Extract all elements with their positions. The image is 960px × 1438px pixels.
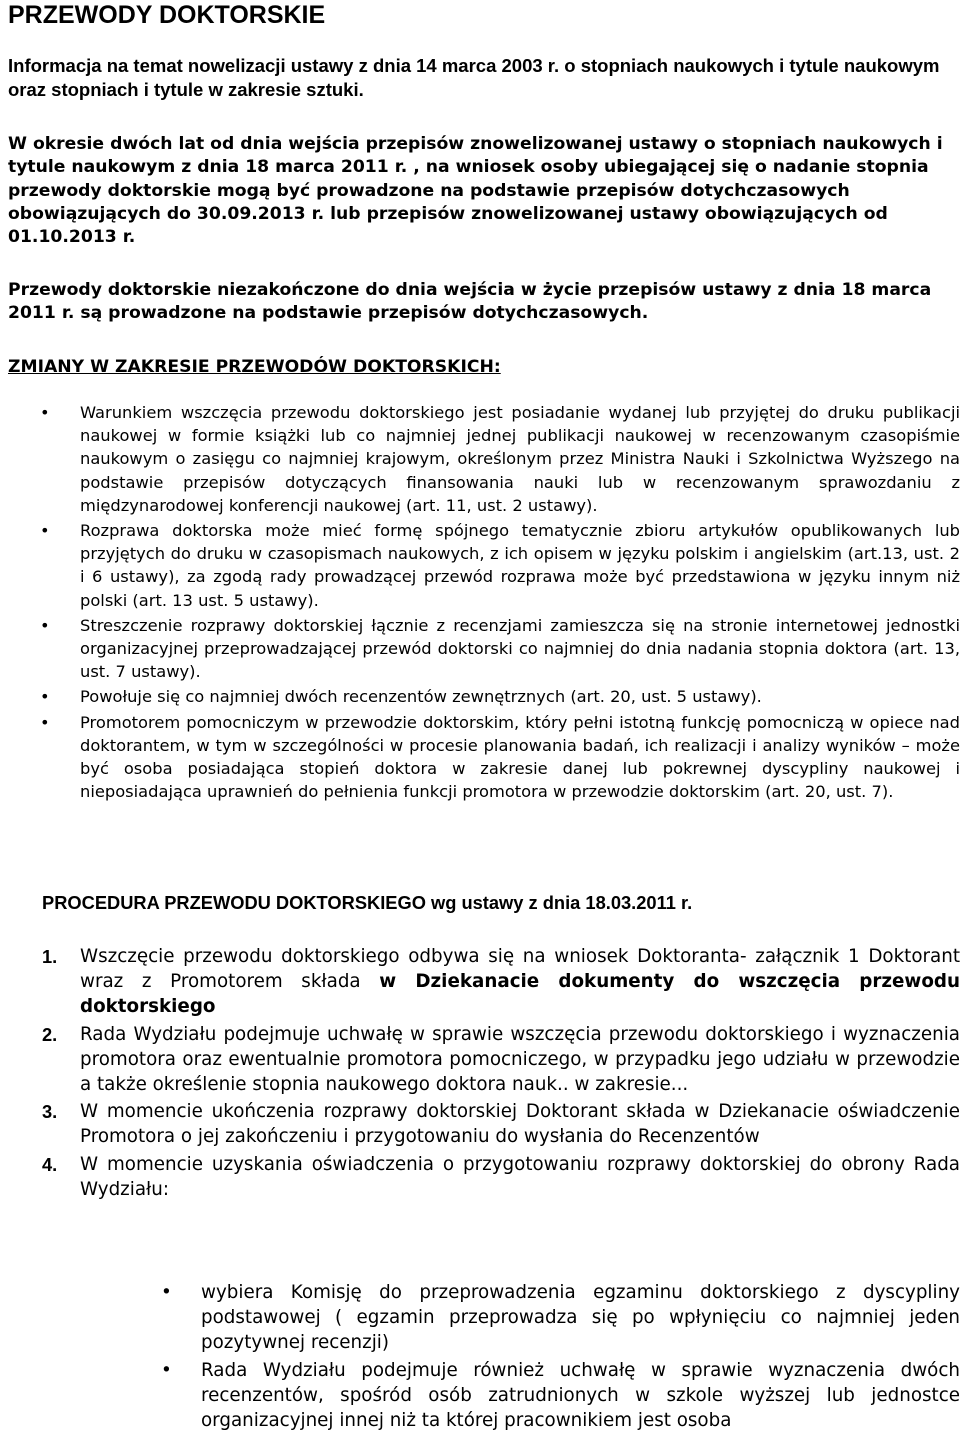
procedure-steps [0,944,960,1204]
step-text: W momencie ukończenia rozprawy doktorskiej Doktorant składa w Dziekanacie oświadczenie Promotora o jej zakończeniu i przygotowaniu do wysłania do Recenzentów [80,1101,960,1148]
list-item [0,614,960,684]
list-item-text: Powołuje się co najmniej dwóch recenzentów zewnętrznych (art. 20, ust. 5 ustawy). [80,687,762,707]
step-text-bold: w Dziekanacie dokumenty do wszczęcia przewodu doktorskiego [80,971,960,1018]
changes-list [0,401,960,805]
procedure-step [0,1099,960,1149]
list-item-text: Warunkiem wszczęcia przewodu doktorskiego jest posiadanie wydanej lub przyjętej do druku publikacji naukowej w formie książki lub co najmniej jednej publikacji naukowej w recenzowanym czasopiśmie naukowym o zasięgu co najmniej krajowym, określonym przez Ministra Nauki i Szkolnictwa Wyższego na podstawie przepisów dotyczących finansowania nauki lub w recenzowanym sprawozdaniu z międzynarodowej konferencji naukowej (art. 11, ust. 2 ustawy). [80,403,960,515]
bullet-icon: • [40,712,50,732]
intro-paragraph: Informacja na temat nowelizacji ustawy z dnia 14 marca 2003 r. o stopniach naukowych i tytule naukowym oraz stopniach i tytule w zakresie sztuki. [8,55,940,100]
step4-sublist [0,1280,960,1435]
list-item [0,401,960,517]
list-item-text: Rada Wydziału podejmuje również uchwałę w sprawie wyznaczenia dwóch recenzentów, spośród osób zatrudnionych w szkole wyższej lub jednostce organizacyjnej innej niż ta której pracownikiem jest osoba [201,1359,960,1432]
step-number: 4. [42,1153,58,1175]
bullet-icon: • [161,1359,172,1381]
bullet-icon: • [40,403,50,422]
list-item-text: Promotorem pomocniczym w przewodzie doktorskim, który pełni istotną funkcję pomocniczą w opiece nad doktorantem, w tym w szczególności w procesie planowania badań, ich realizacji i analizy wyników – może być osoba posiadająca stopień doktora w zakresie danej lub pokrewnej dyscypliny naukowej i nieposiadająca uprawnień do pełnienia funkcji promotora w przewodzie doktorskim (art. 20, ust. 7). [80,712,960,802]
list-item [0,1280,960,1356]
bullet-icon: • [161,1282,172,1303]
list-item-text: wybiera Komisję do przeprowadzenia egzaminu doktorskiego z dyscypliny podstawowej ( egzamin przeprowadza się po wpłynięciu co najmniej jeden pozytywnej recenzji) [201,1282,960,1354]
step-number: 1. [42,946,58,967]
procedure-step [0,944,960,1020]
bullet-icon: • [40,521,50,541]
transition-paragraph: W okresie dwóch lat od dnia wejścia przepisów znowelizowanej ustawy o stopniach naukowych i tytule naukowym z dnia 18 marca 2011 r. , na wniosek osoby ubiegającej się o nadanie stopnia przewody doktorskie mogą być prowadzone na podstawie przepisów dotychczasowych obowiązujących do 30.09.2013 r. lub przepisów znowelizowanej ustawy obowiązujących od 01.10.2013 r. [8,134,943,248]
step-number: 3. [42,1101,58,1123]
step-text: W momencie uzyskania oświadczenia o przygotowaniu rozprawy doktorskiej do obrony Rada Wydziału: [80,1153,960,1200]
list-item-text: Streszczenie rozprawy doktorskiej łącznie z recenzjami zamieszcza się na stronie internetowej jednostki organizacyjnej przeprowadzającej przewód doktorski co najmniej do dnia nadania stopnia doktora (art. 13, ust. 7 ustawy). [80,615,960,682]
bullet-icon: • [40,615,50,635]
procedure-step [0,1022,960,1098]
changes-heading: ZMIANY W ZAKRESIE PRZEWODÓW DOKTORSKICH: [8,357,501,377]
list-item [0,1358,960,1434]
page-title: PRZEWODY DOKTORSKIE [8,1,326,29]
bullet-icon: • [40,687,50,707]
list-item-text: Rozprawa doktorska może mieć formę spójnego tematycznie zbioru artykułów opublikowanych lub przyjętych do druku w czasopismach naukowych, z ich opisem w języku polskim i angielskim (art.13, ust. 2 i 6 ustawy), za zgodą rady prowadzącej przewód rozprawa może być przedstawiona w języku innym niż polski (art. 13 ust. 5 ustawy). [80,521,960,610]
step-number: 2. [42,1023,58,1045]
list-item [0,519,960,612]
procedure-step [0,1152,960,1202]
list-item [0,711,960,804]
list-item [0,685,960,708]
procedure-heading: PROCEDURA PRZEWODU DOKTORSKIEGO wg ustawy z dnia 18.03.2011 r. [42,892,693,913]
step-text: Rada Wydziału podejmuje uchwałę w sprawie wszczęcia przewodu doktorskiego i wyznaczenia promotora oraz ewentualnie promotora pomocniczego, w przypadku jego udziału w przewodzie a także określenie stopnia naukowego doktora nauk.. w zakresie... [80,1023,960,1096]
step-text: Wszczęcie przewodu doktorskiego odbywa się na wniosek Doktoranta- załącznik 1 Doktorant wraz z Promotorem składa [80,946,960,993]
unfinished-paragraph: Przewody doktorskie niezakończone do dnia wejścia w życie przepisów ustawy z dnia 18 marca 2011 r. są prowadzone na podstawie przepisów dotychczasowych. [8,280,932,324]
